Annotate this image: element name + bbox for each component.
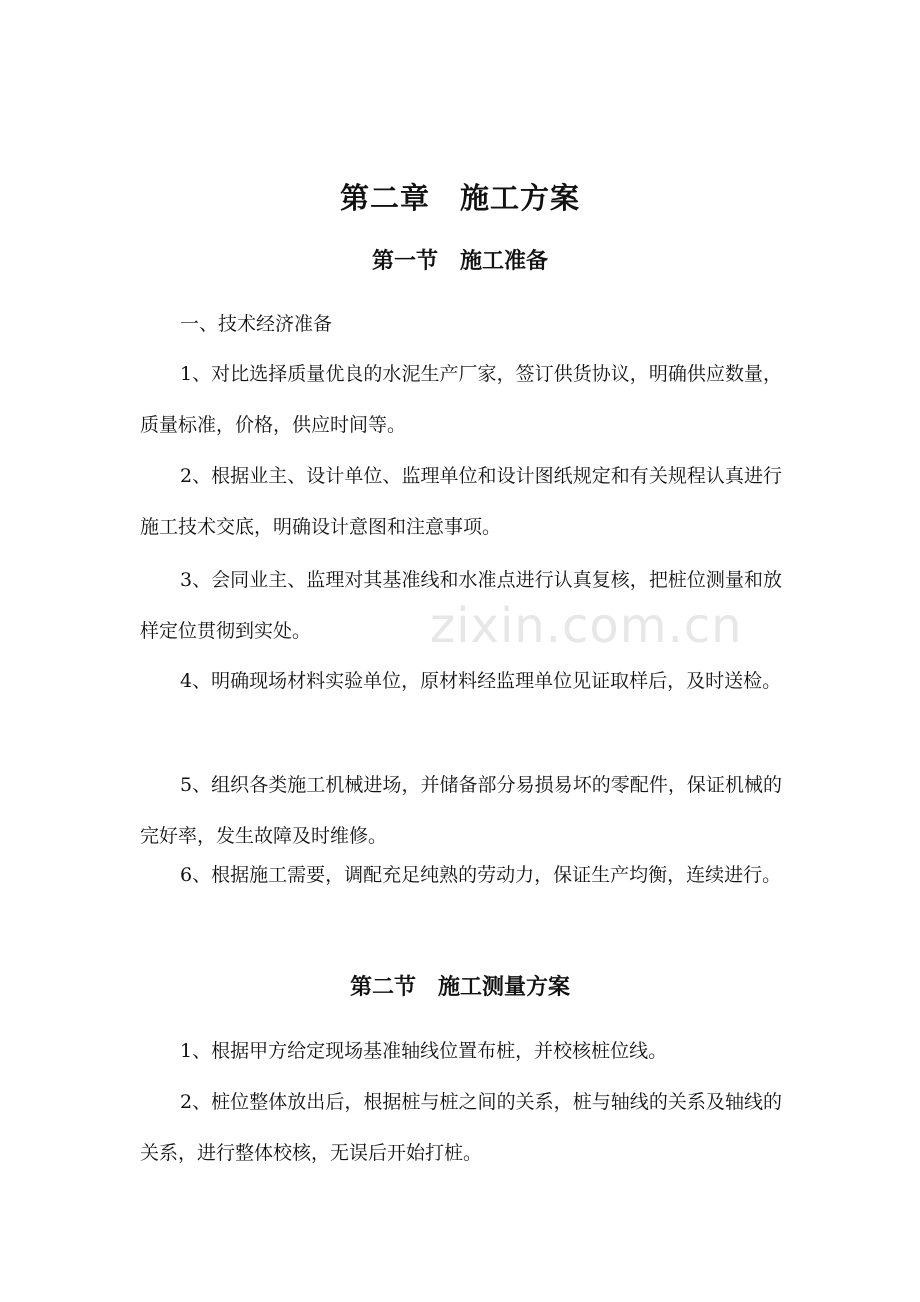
paragraph-item-5: 5、组织各类施工机械进场，并储备部分易损易坏的零配件，保证机械的完好率，发生故障及时维修。 — [140, 774, 782, 847]
paragraph-survey-2: 2、桩位整体放出后，根据桩与桩之间的关系，桩与轴线的关系及轴线的关系，进行整体校核，无误后开始打桩。 — [140, 1091, 782, 1164]
section-title-1: 第一节 施工准备 — [371, 249, 548, 274]
paragraph-survey-1: 1、根据甲方给定现场基准轴线位置布桩，并校核桩位线。 — [180, 1040, 668, 1062]
paragraph-item-6: 6、根据施工需要，调配充足纯熟的劳动力，保证生产均衡，连续进行。 — [180, 864, 782, 886]
paragraph-item-2: 2、根据业主、设计单位、监理单位和设计图纸规定和有关规程认真进行施工技术交底，明确设计意图和注意事项。 — [140, 465, 782, 538]
section-title-2: 第二节 施工测量方案 — [349, 975, 570, 1000]
paragraph-item-3: 3、会同业主、监理对其基准线和水准点进行认真复核，把桩位测量和放样定位贯彻到实处。 — [140, 569, 782, 642]
paragraph-item-1: 1、对比选择质量优良的水泥生产厂家，签订供货协议，明确供应数量，质量标准，价格，供应时间等。 — [140, 363, 782, 436]
paragraph-item-4: 4、明确现场材料实验单位，原材料经监理单位见证取样后，及时送检。 — [180, 670, 782, 692]
chapter-title: 第二章 施工方案 — [339, 181, 580, 215]
paragraph-subheading: 一、技术经济准备 — [180, 313, 333, 335]
watermark-text: zixin.com.cn — [430, 598, 743, 654]
